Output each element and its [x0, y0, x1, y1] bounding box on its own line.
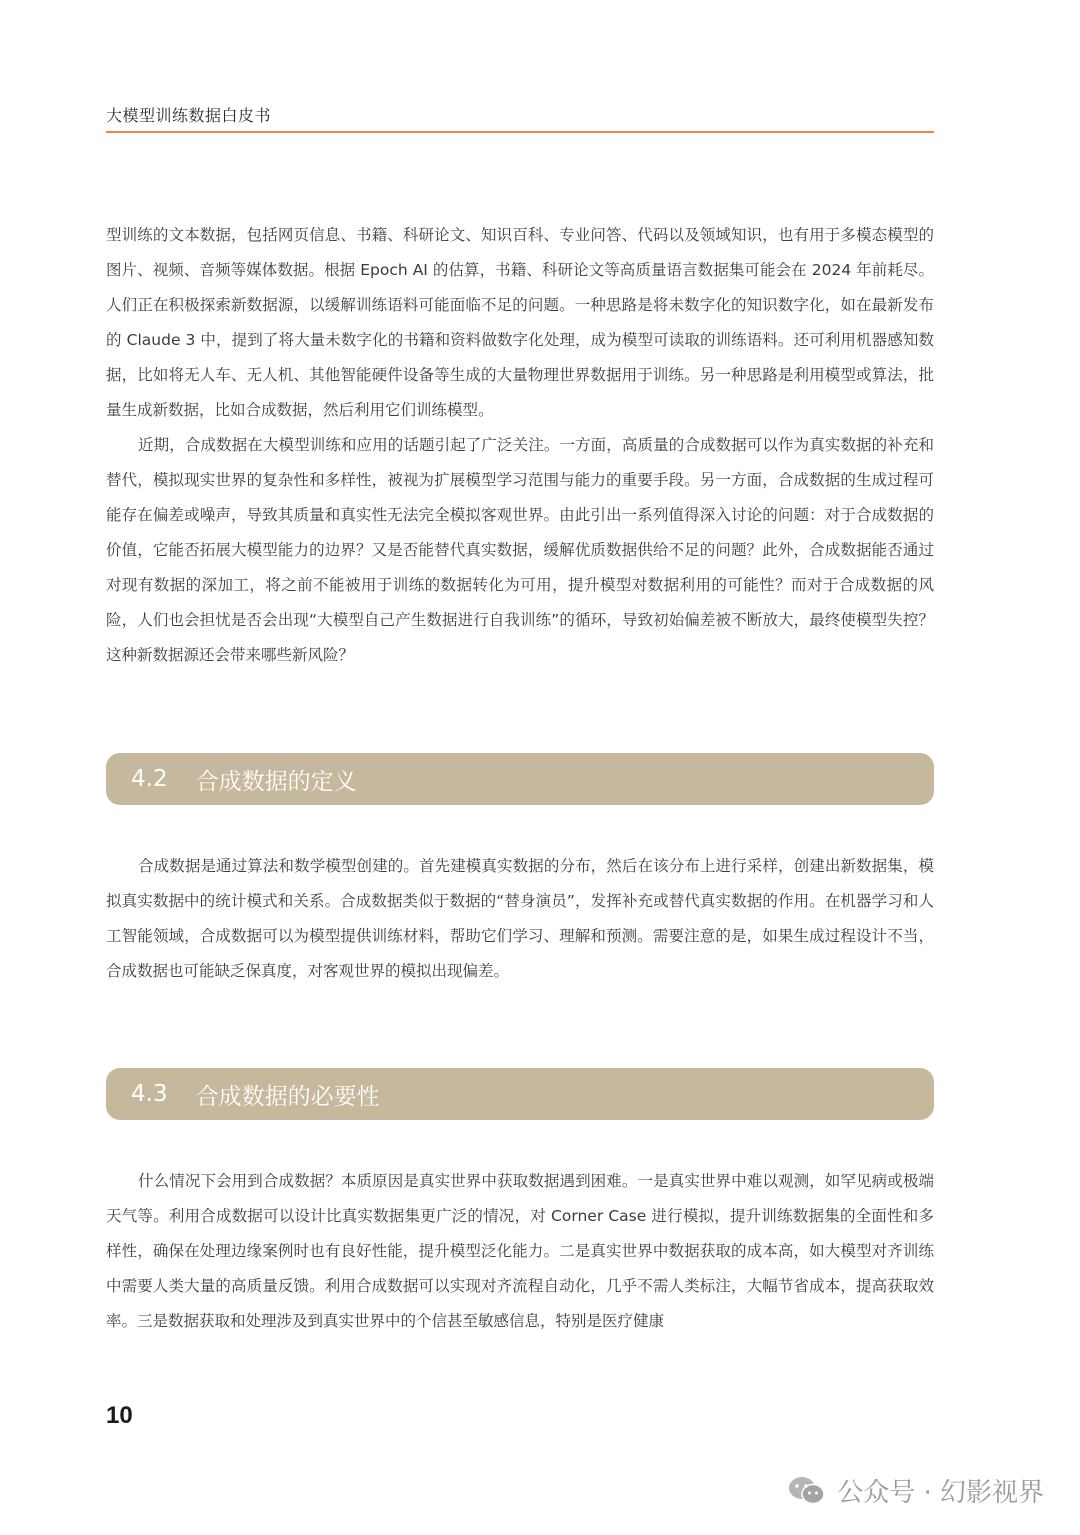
watermark-text: 公众号 · 幻影视界	[837, 1478, 1044, 1508]
section-4-2-paragraph: 合成数据是通过算法和数学模型创建的。首先建模真实数据的分布，然后在该分布上进行采样，创建出新数据集，模拟真实数据中的统计模式和关系。合成数据类似于数据的“替身演员”，发挥补充或替代真实数据的作用。在机器学习和人工智能领域，合成数据可以为模型提供训练材料，帮助它们学习、理解和预测。需要注意的是，如果生成过程设计不当，合成数据也可能缺乏保真度，对客观世界的模拟出现偏差。	[106, 857, 934, 980]
section-4-3-paragraph: 什么情况下会用到合成数据？本质原因是真实世界中获取数据遇到困难。一是真实世界中难以观测，如罕见病或极端天气等。利用合成数据可以设计比真实数据集更广泛的情况，对 Corner Case 进行模拟，提升训练数据集的全面性和多样性，确保在处理边缘案例时也有良好性能，提升模型泛化能力。二是真实世界中数据获取的成本高，如大模型对齐训练中需要人类大量的高质量反馈。利用合成数据可以实现对齐流程自动化，几乎不需人类标注，大幅节省成本，提高获取效率。三是数据获取和处理涉及到真实世界中的个信甚至敏感信息，特别是医疗健康	[106, 1172, 934, 1330]
body-paragraph-1: 型训练的文本数据，包括网页信息、书籍、科研论文、知识百科、专业问答、代码以及领域知识，也有用于多模态模型的图片、视频、音频等媒体数据。根据 Epoch AI 的估算，书籍、科研论文等高质量语言数据集可能会在 2024 年前耗尽。人们正在积极探索新数据源，以缓解训练语料可能面临不足的问题。一种思路是将未数字化的知识数字化，如在最新发布的 Claude 3 中，提到了将大量未数字化的书籍和资料做数字化处理，成为模型可读取的训练语料。还可利用机器感知数据，比如将无人车、无人机、其他智能硬件设备等生成的大量物理世界数据用于训练。另一种思路是利用模型或算法，批量生成新数据，比如合成数据，然后利用它们训练模型。	[106, 226, 934, 419]
page-number: 10	[106, 1402, 133, 1429]
header-divider	[106, 131, 934, 133]
section-title: 合成数据的必要性	[195, 1083, 380, 1110]
section-header-4-2	[106, 753, 934, 805]
section-header-4-3	[106, 1068, 934, 1120]
body-paragraph-2: 近期，合成数据在大模型训练和应用的话题引起了广泛关注。一方面，高质量的合成数据可以作为真实数据的补充和替代，模拟现实世界的复杂性和多样性，被视为扩展模型学习范围与能力的重要手段。另一方面，合成数据的生成过程可能存在偏差或噪声，导致其质量和真实性无法完全模拟客观世界。由此引出一系列值得深入讨论的问题：对于合成数据的价值，它能否拓展大模型能力的边界？又是否能替代真实数据，缓解优质数据供给不足的问题？此外，合成数据能否通过对现有数据的深加工，将之前不能被用于训练的数据转化为可用，提升模型对数据利用的可能性？而对于合成数据的风险，人们也会担忧是否会出现“大模型自己产生数据进行自我训练”的循环，导致初始偏差被不断放大，最终使模型失控？这种新数据源还会带来哪些新风险？	[106, 436, 934, 664]
wechat-icon	[787, 1474, 827, 1508]
section-number: 4.3	[131, 1081, 168, 1107]
section-number: 4.2	[131, 766, 168, 792]
section-title: 合成数据的定义	[195, 768, 357, 795]
watermark	[787, 1472, 1044, 1509]
document-title: 大模型训练数据白皮书	[106, 106, 272, 125]
